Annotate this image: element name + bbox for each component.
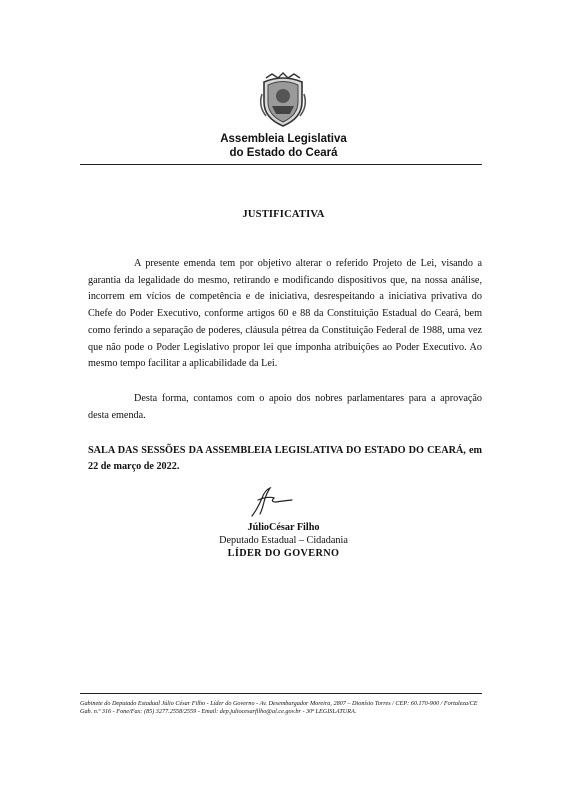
header-divider: [80, 164, 482, 165]
signatory-title: LÍDER DO GOVERNO: [227, 548, 340, 559]
session-closing: SALA DAS SESSÕES DA ASSEMBLEIA LEGISLATIVA DO ESTADO DO CEARÁ, em 22 de março de 2022.: [88, 445, 482, 472]
state-coat-of-arms-icon: [258, 72, 308, 128]
signatory-name: JúlioCésar Filho: [247, 522, 320, 533]
body-paragraph-1: A presente emenda tem por objetivo alterar o referido Projeto de Lei, visando a garantia da legalidade do mesmo, retirando e modificando dispositivos que, na nossa análise, incorrem em vícios de competência e de iniciativa, desrespeitando a iniciativa privativa do Chefe do Poder Executivo, conforme artigos 60 e 88 da Constituição Estadual do Ceará, bem como ferindo a separação de poderes, cláusula pétrea da Constituição Federal de 1988, uma vez que não pode o Poder Legislativo propor lei que imponha atribuições ao Poder Executivo. Ao mesmo tempo facilitar a aplicabilidade da Lei.: [88, 258, 482, 370]
organization-name: Assembleia Legislativa: [220, 133, 347, 145]
footer-contact: Gabinete do Deputado Estadual Júlio César Filho - Líder do Governo - Av. Desembargador Moreira, 2807 – Dionísio Torres / CEP: 60.170-900 / Fortaleza/CE Gab. n.º 316 - Fone/Fax: (85) 3277.2558/2559 - Email: dep.juliocesarfilho@al.ce.gov.br - 30ª LEGISLATURA.: [80, 700, 478, 716]
document-title: JUSTIFICATIVA: [242, 209, 325, 220]
signatory-role: Deputado Estadual – Cidadania: [219, 535, 348, 546]
body-paragraph-2: Desta forma, contamos com o apoio dos nobres parlamentares para a aprovação desta emenda.: [88, 393, 482, 421]
footer-divider: [80, 693, 482, 694]
handwritten-signature: [248, 484, 294, 518]
organization-state: do Estado do Ceará: [229, 147, 338, 159]
